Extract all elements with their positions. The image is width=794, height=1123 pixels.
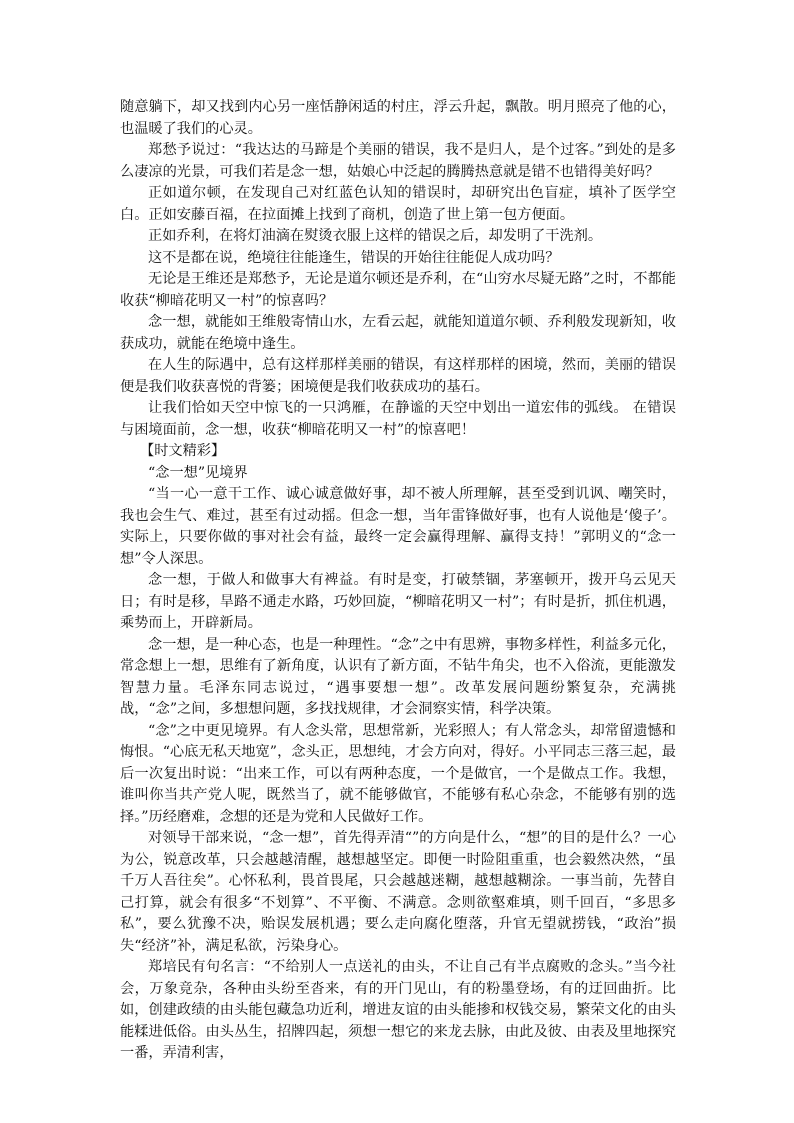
article-paragraph-5: 对领导干部来说，“念一想”，首先得弄清“”的方向是什么，“想”的目的是什么？一心为公，锐意改革，只会越越清醒，越想越坚定。即便一时险阻重重，也会毅然决然，“虽千万人吾往矣”。心怀私利，畏首畏尾，只会越越迷糊，越想越糊涂。一事当前，先替自己打算，就会有很多“不划算”、不平衡、不满意。念则欲壑难填，则千回百，“多思多私”，要么犹豫不决，贻误发展机遇；要么走向腐化堕落，升官无望就捞钱，“政治”损失“经济”补，满足私欲，污染身心。: [120, 830, 676, 954]
section-label: 【时文精彩】: [140, 443, 226, 459]
document-page: [120, 97, 676, 1065]
article-paragraph-4: “念”之中更见境界。有人念头常，思想常新，光彩照人；有人常念头，却常留遗憾和悔恨。“心底无私天地宽”，念头正，思想纯，才会方向对，得好。小平同志三落三起，最后一次复出时说：“出来工作，可以有两种态度，一个是做官，一个是做点工作。我想，谁叫你当共产党人呢，既然当了，就不能够做官，不能够有私心杂念，不能够有别的选择。”历经磨难，念想的还是为党和人民做好工作。: [120, 722, 676, 825]
article-paragraph-6: 郑培民有句名言：“不给别人一点送礼的由头，不让自己有半点腐败的念头。”当今社会，万象竞杂，各种由头纷至沓来，有的开门见山，有的粉墨登场，有的迂回曲折。比如，创建政绩的由头能包藏急功近利，增进友谊的由头能掺和权钱交易，繁荣文化的由头能糅进低俗。由头丛生，招牌四起，须想一想它的来龙去脉，由此及彼、由表及里地探究一番，弄清利害，: [120, 959, 676, 1061]
article-title: “念一想”见境界: [148, 464, 248, 481]
paragraph-1: 随意躺下，却又找到内心另一座恬静闲适的村庄，浮云升起，飘散。明月照亮了他的心，也温暖了我们的心灵。: [120, 99, 676, 137]
paragraph-6: 无论是王维还是郑愁予，无论是道尔顿还是乔利，在“山穷水尽疑无路”之时，不都能收获“柳暗花明又一村”的惊喜吗？: [120, 271, 676, 309]
paragraph-7: 念一想，就能如王维般寄情山水，左看云起，就能知道道尔顿、乔利般发现新知，收获成功，就能在绝境中逢生。: [120, 314, 676, 352]
article-paragraph-2: 念一想，于做人和做事大有裨益。有时是变，打破禁锢，茅塞顿开，拨开乌云见天日；有时是移，旱路不通走水路，巧妙回旋，“柳暗花明又一村”；有时是折，抓住机遇，乘势而上，开辟新局。: [120, 572, 676, 631]
paragraph-5: 这不是都在说，绝境往往能逢生，错误的开始往往能促人成功吗？: [148, 249, 560, 266]
paragraph-9: 让我们恰如天空中惊飞的一只鸿雁，在静谧的天空中划出一道宏伟的弧线。 在错误与困境面前，念一想，收获“柳暗花明又一村”的惊喜吧！: [120, 400, 676, 438]
paragraph-2: 郑愁予说过：“我达达的马蹄是个美丽的错误，我不是归人，是个过客。”到处的是多么凄凉的光景，可我们若是念一想，姑娘心中泛起的腾腾热意就是错不也错得美好吗？: [120, 142, 676, 180]
article-paragraph-3: 念一想，是一种心态，也是一种理性。“念”之中有思辨，事物多样性，利益多元化，常念想上一想，思维有了新角度，认识有了新方面，不钻牛角尖，也不入俗流，更能激发智慧力量。毛泽东同志说过，“遇事要想一想”。改革发展问题纷繁复杂，充满挑战，“念”之间，多想想问题，多找找规律，才会洞察实情，科学决策。: [120, 636, 676, 717]
paragraph-4: 正如乔利，在将灯油滴在熨烫衣服上这样的错误之后，却发明了干洗剂。: [148, 228, 603, 244]
paragraph-3: 正如道尔顿，在发现自己对红蓝色认知的错误时，却研究出色盲症，填补了医学空白。正如安藤百福，在拉面摊上找到了商机，创造了世上第一包方便面。: [120, 185, 676, 223]
article-paragraph-1: “当一心一意干工作、诚心诚意做好事，却不被人所理解，甚至受到讥讽、嘲笑时，我也会生气、难过，甚至有过动摇。但念一想，当年雷锋做好事，也有人说他是‘傻子’。实际上，只要你做的事对社会有益，最终一定会赢得理解、赢得支持！”郭明义的“念一想”令人深思。: [120, 486, 676, 567]
paragraph-8: 在人生的际遇中，总有这样那样美丽的错误，有这样那样的困境，然而，美丽的错误便是我们收获喜悦的背篓；困境便是我们收获成功的基石。: [120, 357, 676, 395]
